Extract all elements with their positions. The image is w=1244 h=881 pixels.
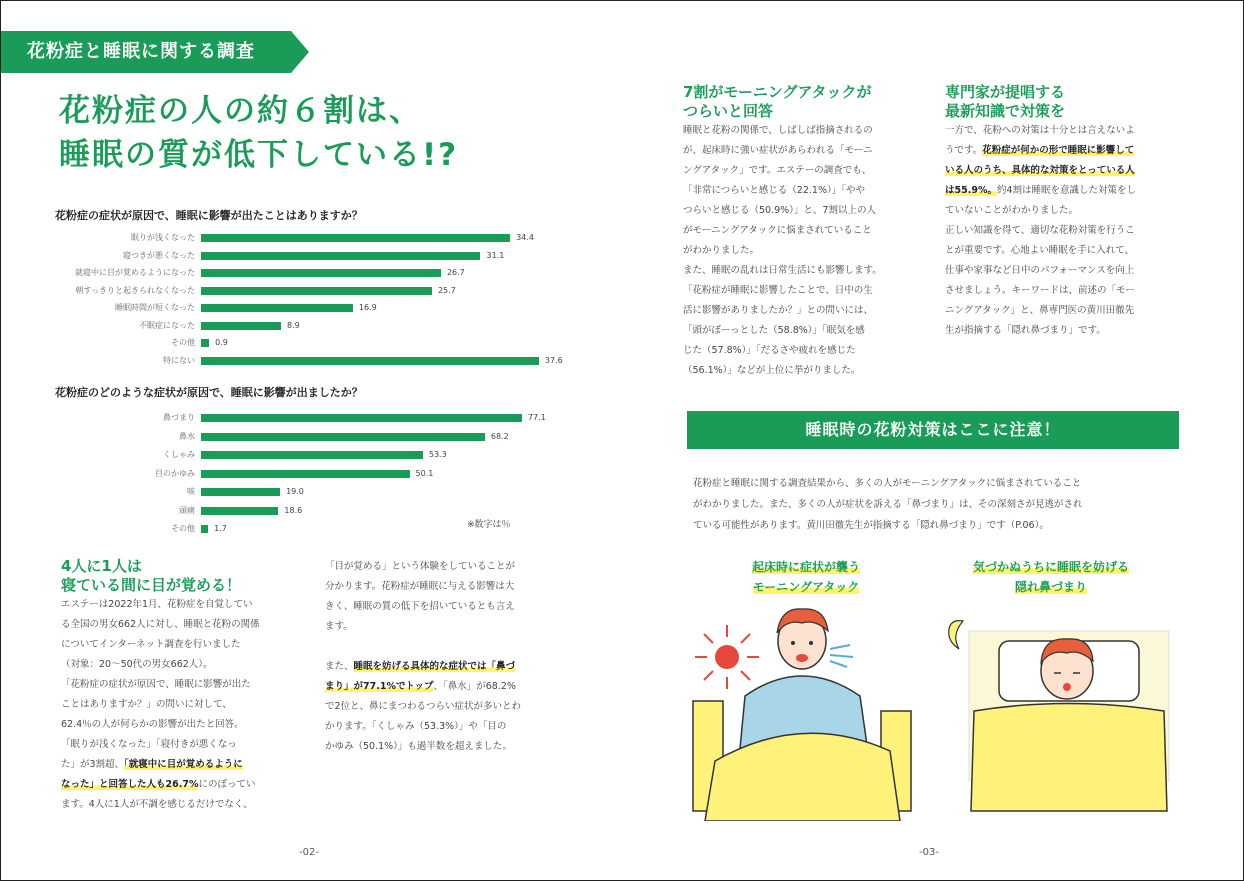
text-line: 「頭がぼーっとした（58.8%）」「眠気を感 [683,325,865,336]
text-line: （対象：20～50代の男女662人）。 [61,659,213,670]
bar-value-label: 8.9 [286,320,300,330]
bar-row [1,467,561,481]
bar-value-label: 53.3 [428,450,447,459]
bar [201,507,278,515]
right-illustration-caption [951,557,1151,597]
right-body-2 [945,201,1185,341]
bar-label: 鼻水 [179,431,195,441]
left-article-2 [325,557,585,757]
bar-label: 朝すっきりと起きられなくなった [75,285,195,295]
left-body-2 [325,557,585,637]
bar-row [1,249,561,263]
right-body-2-after: 約4割は睡眠を意識した対策をし [996,185,1137,196]
right-heading-2: つらいと回答 [683,102,774,120]
bar-row [1,504,561,518]
headline-line1: 花粉症の人の約６割は、 [59,93,422,129]
text-line: についてインターネット調査を行いました [61,639,241,650]
bar-row [1,284,561,298]
text-line: とが重要です。心地よい睡眠を手に入れて、 [945,245,1135,256]
text-line: ニングアタック」と、鼻専門医の黄川田徹先 [945,305,1135,316]
text-line: させましょう。キーワードは、前述の「モー [945,285,1135,296]
left-heading-1: 4人に1人は [61,557,142,575]
text-line: 正しい知識を得て、適切な花粉対策を行うこ [945,225,1135,236]
left-body-2-highlight-2 [325,677,585,697]
text-line: で2位と、鼻にまつわるつらい症状が多いとわ [325,701,521,712]
chart-note: ※数字は％ [467,520,511,530]
section-ribbon [1,31,309,73]
bar [201,322,281,330]
bar-value-label: 25.7 [437,285,456,295]
left-heading-2: 寝ている間に目が覚める！ [61,576,242,594]
bar-row [1,448,561,462]
bar-label: くしゃみ [163,450,195,459]
bar-label: 目のかゆみ [155,468,195,478]
text-line: 62.4％の人が何らかの影響が出たと回答。 [61,719,244,730]
bar [201,287,432,295]
text-line: きく、睡眠の質の低下を招いているとも言え [325,601,515,612]
left-body-2b [325,697,585,757]
left-body-1-pre: た」が3割超、 [61,759,125,770]
bar [201,269,441,277]
bar-row [1,430,561,444]
bar-label: 不眠症になった [139,320,195,330]
text-line: 仕事や家事など日中のパフォーマンスを向上 [945,265,1135,276]
bar-row [1,485,561,499]
bar-label: 睡眠時間が短くなった [115,303,195,312]
left-highlight-3: 睡眠を妨げる具体的な症状では「鼻づ [353,661,516,672]
bar-value-label: 68.2 [490,431,509,441]
bar [201,488,280,496]
bar [201,304,353,312]
section-banner: 睡眠時の花粉対策はここに注意！ [687,411,1179,449]
right-body-1 [683,121,923,381]
text-line: 「非常につらいと感じる（22.1%）」「やや [683,185,865,196]
bar-value-label: 26.7 [446,268,465,277]
bar-row [1,231,561,245]
text-line: 分かります。花粉症が睡眠に与える影響は大 [325,581,515,592]
chart2-title: 花粉症のどのような症状が原因で、睡眠に影響が出ましたか？ [55,386,363,399]
bar [201,357,539,365]
bar-value-label: 50.1 [415,468,434,478]
right-article-1 [683,83,923,381]
left-body-2-pre: また、 [325,661,354,672]
bar-row [1,336,561,350]
bar-label: 咳 [187,487,195,496]
left-body-1-after: にのぼってい [198,779,256,790]
page-number-right: -03- [919,847,939,858]
text-line: かります。「くしゃみ（53.3%）」や「目の [325,721,507,732]
right-article-2 [945,83,1185,341]
bar-row [1,301,561,315]
left-article-1 [61,557,321,815]
right-caption-line1: 気づかぬうちに睡眠を妨げる [972,560,1129,574]
text-line: 睡眠と花粉の関係で、しばしば指摘されるの [683,125,873,136]
text-line: る全国の男女662人に対し、睡眠と花粉の関係 [61,619,260,630]
right-heading-4: 最新知識で対策を [945,102,1066,120]
text-line: かゆみ（50.1%）」も過半数を超えました。 [325,741,512,752]
text-line: 活に影響がありましたか？」との問いには、 [683,305,874,316]
text-line: ことはありますか？」の問いに対して、 [61,699,232,710]
text-line: （56.1%）」などが上位に挙がりました。 [683,365,861,376]
left-body-1-last: ます。4人に1人が不調を感じるだけでなく、 [61,799,253,810]
text-line: がわかりました。また、多くの人が症状を訴える「鼻づまり」は、その深刻さが見逃がされ [693,499,1083,510]
right-highlight-2: いる人のうち、具体的な対策をとっている人 [945,165,1135,176]
left-body-2-after: 、「鼻水」が68.2% [433,681,516,692]
bar-row [1,319,561,333]
bar-row [1,266,561,280]
bar-label: 特にない [163,355,195,365]
text-line: 「眠りが浅くなった」「寝付きが悪くなっ [61,739,237,750]
morning-attack-illustration [685,601,919,821]
left-body-1 [61,595,321,755]
text-line: ている可能性があります。黄川田徹先生が指摘する「隠れ鼻づまり」です（P.06）。 [693,520,1049,531]
bar-label: その他 [171,524,195,533]
sun-icon [695,625,759,689]
bar-value-label: 1.7 [214,524,227,533]
bar-value-label: 16.9 [358,303,377,312]
bar-label: 頭痛 [179,505,195,515]
bar [201,451,423,459]
right-caption-line2: 隠れ鼻づまり [1014,580,1087,594]
page-headline [59,89,458,177]
left-highlight-2: なった」と回答した人も26.7% [61,779,199,790]
chart1-title: 花粉症の症状が原因で、睡眠に影響が出たことはありますか？ [55,209,363,222]
left-highlight-4: まり」が77.1%でトップ [325,681,434,692]
right-heading-3: 専門家が提唱する [945,83,1066,101]
moon-icon [949,621,963,649]
bar-value-label: 0.9 [215,338,228,347]
bar-row [1,411,561,425]
bar [201,525,208,533]
bar-label: 就寝中に目が覚めるようになった [75,268,195,277]
bar-value-label: 34.4 [516,233,534,242]
left-body-1-highlight-2 [61,775,321,795]
bar-value-label: 31.1 [486,250,505,260]
bar-label: 眠りが浅くなった [131,233,195,242]
left-highlight-1: 「就寝中に目が覚めるように [124,759,243,770]
headline-line2: 睡眠の質が低下している!? [59,137,459,173]
right-highlight-3: は55.9%。 [945,185,997,196]
left-caption-line2: モーニングアタック [752,580,860,594]
right-highlight-1: 花粉症が何かの形で睡眠に影響して [982,145,1135,156]
bar [201,234,510,242]
text-line: エステーは2022年1月、花粉症を自覚してい [61,599,253,610]
text-line: ングアタック」です。エステーの調査でも、 [683,165,872,176]
left-caption-line1: 起床時に症状が襲う [751,560,860,574]
text-line: がわかりました。 [683,245,760,256]
text-line: 「花粉症が睡眠に影響したことで、日中の生 [683,285,873,296]
text-line: が、起床時に強い症状があらわれる「モーニ [683,145,873,156]
bar [201,339,209,347]
bar-value-label: 37.6 [544,355,563,365]
bar [201,433,485,441]
text-line: ていないことがわかりました。 [945,205,1079,216]
bar-label: その他 [171,338,195,347]
bar-row [1,354,561,368]
ribbon-title: 花粉症と睡眠に関する調査 [27,41,255,62]
text-line: 生が指摘する「隠れ鼻づまり」です。 [945,325,1106,336]
text-line: また、睡眠の乱れは日常生活にも影響します。 [683,265,882,276]
text-line: つらいと感じる（50.9%）」と、7割以上の人 [683,205,876,216]
text-line: がモーニングアタックに悩まされていること [683,225,872,236]
bar [201,414,522,422]
bar-value-label: 77.1 [527,413,546,422]
text-line: ます。 [325,621,353,632]
left-illustration-caption [721,557,891,597]
bar-value-label: 19.0 [286,487,304,496]
text-line: 「目が覚める」という体験をしていることが [325,561,516,572]
section-body [693,473,1173,536]
bar [201,252,480,260]
right-body-2-pre: うです。 [945,145,983,156]
text-line: 「花粉症の症状が原因で、睡眠に影響が出た [61,679,251,690]
page-number-left: -02- [299,847,319,858]
bar-label: 寝つきが悪くなった [123,250,195,260]
right-heading-1: 7割がモーニングアタックが [683,83,872,101]
text-line: じた（57.8%）」「だるさや疲れを感じた [683,345,856,356]
right-body-2-line1: 一方で、花粉への対策は十分とは言えないよ [945,125,1135,136]
left-body-2-highlight [325,657,585,677]
text-line: 花粉症と睡眠に関する調査結果から、多くの人がモーニングアタックに悩まされていること [693,478,1082,489]
left-body-1-highlight [61,755,321,775]
bar [201,470,410,478]
hidden-congestion-illustration [939,601,1179,821]
bar-label: 鼻づまり [163,413,195,422]
bar-value-label: 18.6 [284,505,303,515]
